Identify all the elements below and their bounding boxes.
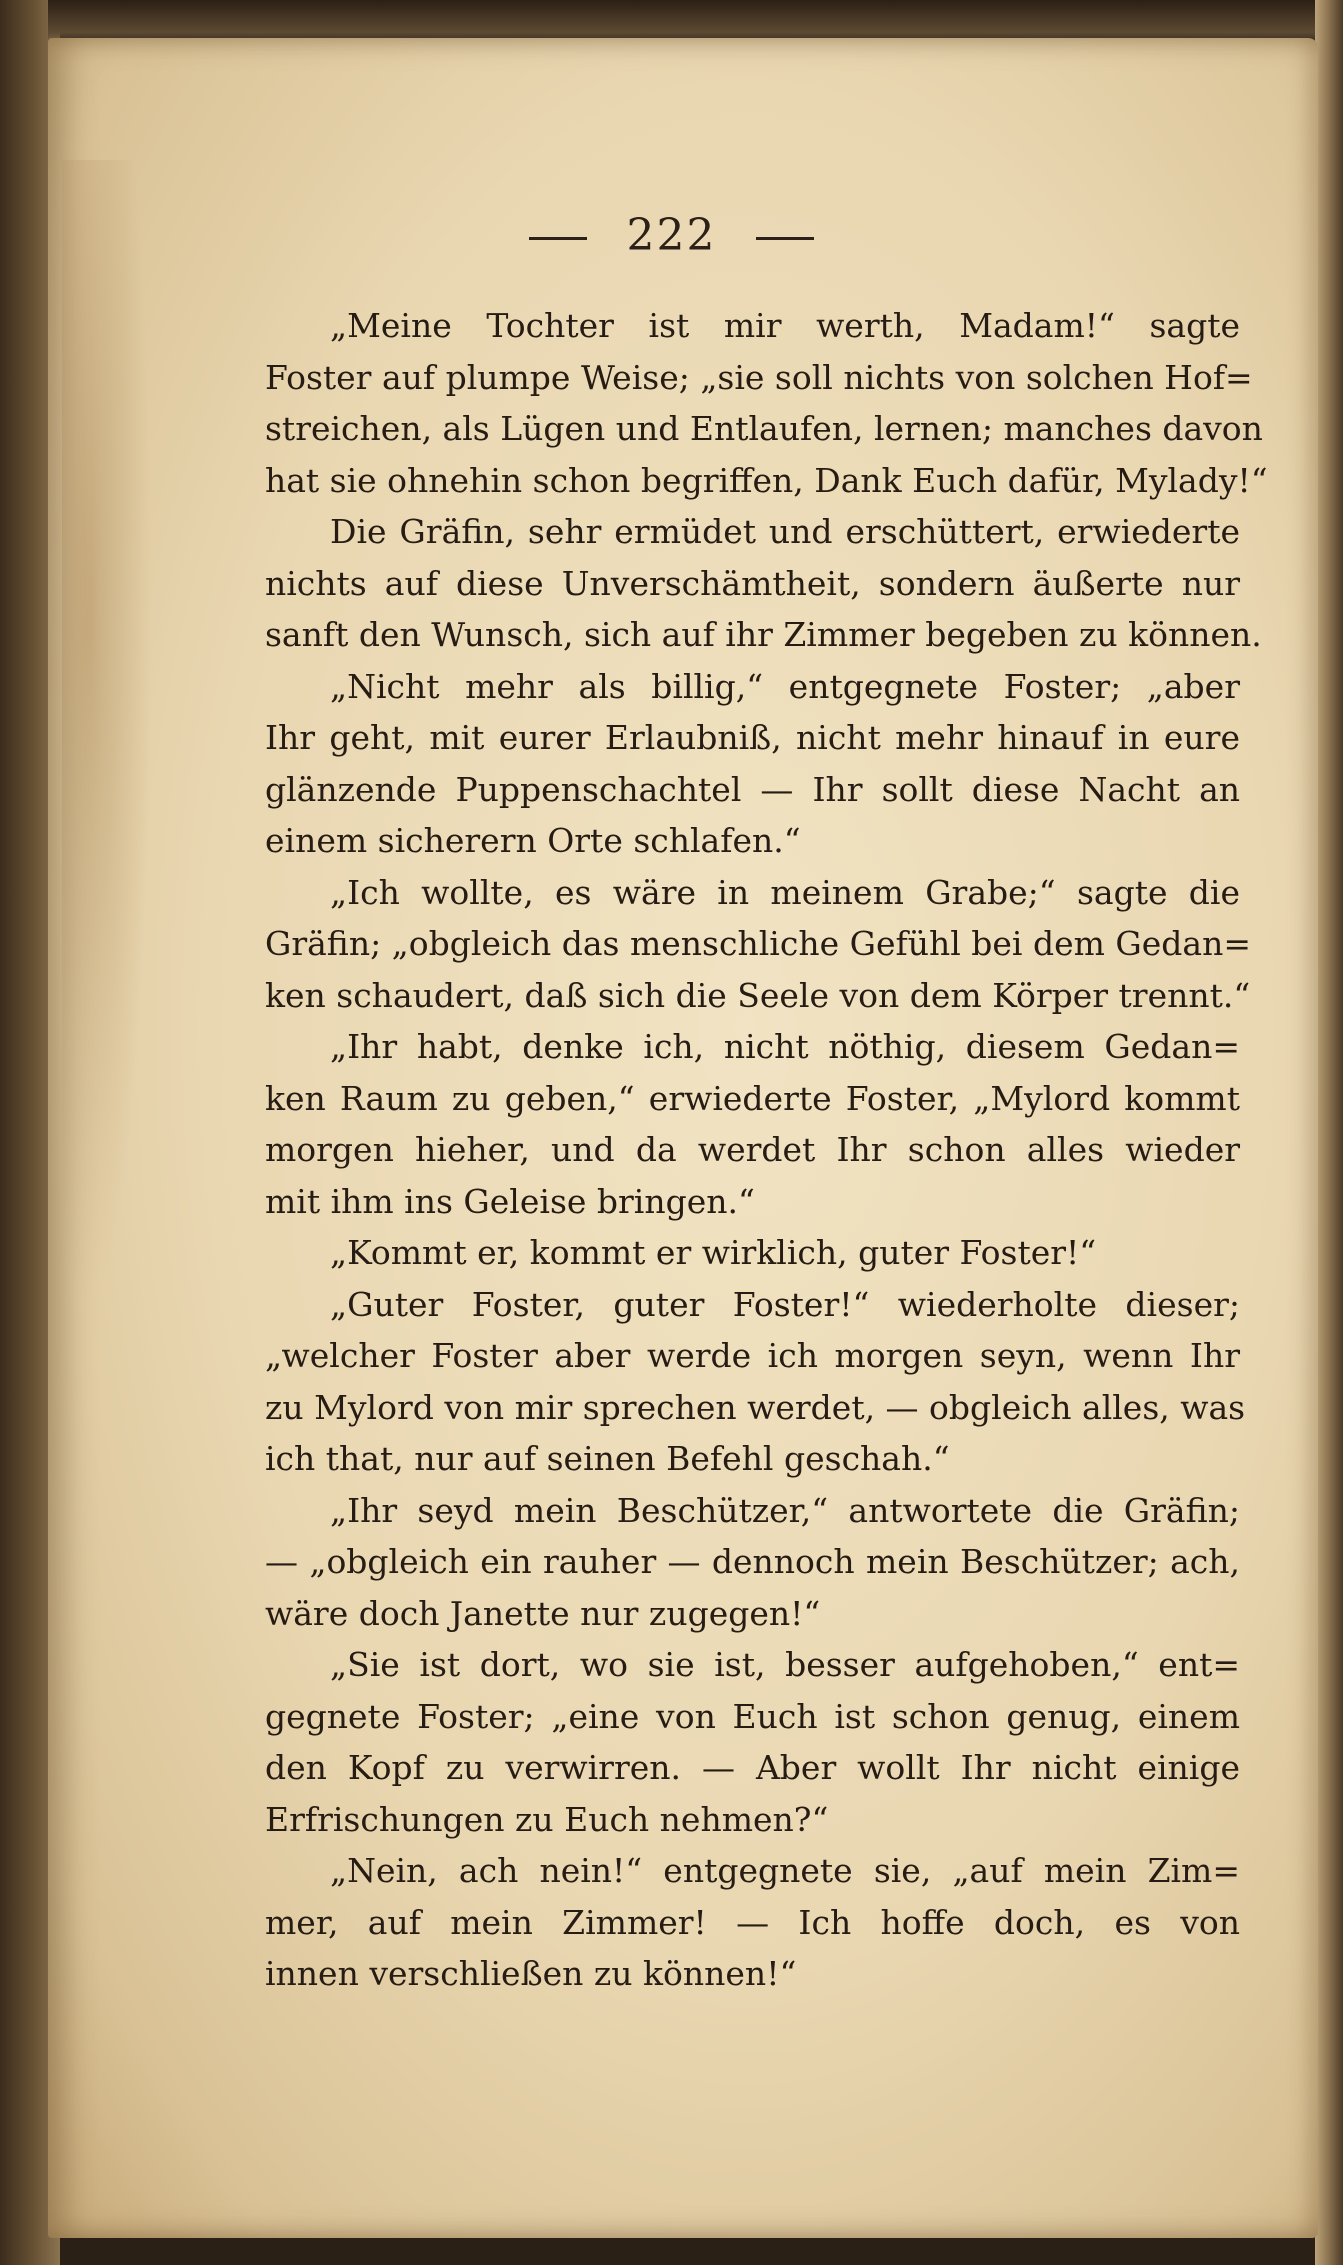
text-line: Erfrischungen zu Euch nehmen?“ (265, 1799, 829, 1839)
paragraph (265, 1485, 1240, 1640)
paragraph (265, 1227, 1240, 1279)
text-line: nichts auf diese Unverschämtheit, sondern äußerte nur (265, 563, 1240, 603)
text-line: — „obgleich ein rauher — dennoch mein Beschützer; ach, (265, 1542, 1240, 1581)
text-line: „Nein, ach nein!“ entgegnete sie, „auf mein Zim= (330, 1851, 1240, 1890)
text-line: sanft den Wunsch, sich auf ihr Zimmer begeben zu können. (265, 615, 1262, 654)
text-line: einem sicherern Orte schlafen.“ (265, 821, 801, 860)
text-line: „Meine Tochter ist mir werth, Madam!“ sagte (330, 306, 1240, 345)
page-number: 222 (626, 210, 717, 261)
text-line: mit ihm ins Geleise bringen.“ (265, 1181, 755, 1221)
text-line: „Ich wollte, es wäre in meinem Grabe;“ sagte die (330, 872, 1240, 912)
text-line: ken schaudert, daß sich die Seele von dem Körper trennt.“ (265, 975, 1251, 1015)
paragraph (265, 1639, 1240, 1845)
text-line: wäre doch Janette nur zugegen!“ (265, 1593, 821, 1633)
text-line: ken Raum zu geben,“ erwiederte Foster, „Mylord kommt (265, 1078, 1240, 1118)
text-line: „Kommt er, kommt er wirklich, guter Foster!“ (330, 1233, 1097, 1272)
paragraph (265, 867, 1251, 1022)
body-text (265, 300, 1268, 2000)
paragraph (265, 1021, 1240, 1227)
paragraph (265, 1279, 1246, 1485)
page-header (0, 210, 1343, 261)
page-right-edge (1315, 0, 1343, 2265)
text-line: „Sie ist dort, wo sie ist, besser aufgehoben,“ ent= (330, 1645, 1240, 1684)
paragraph (265, 300, 1268, 506)
text-line: hat sie ohnehin schon begriffen, Dank Euch dafür, Mylady!“ (265, 460, 1268, 500)
text-line: Foster auf plumpe Weise; „sie soll nichts von solchen Hof= (265, 357, 1253, 397)
text-line: „Ihr habt, denke ich, nicht nöthig, diesem Gedan= (330, 1027, 1240, 1066)
text-line: Ihr geht, mit eurer Erlaubniß, nicht mehr hinauf in eure (265, 718, 1240, 757)
text-line: „welcher Foster aber werde ich morgen seyn, wenn Ihr (265, 1336, 1240, 1375)
paragraph (265, 661, 1240, 867)
text-line: Gräfin; „obgleich das menschliche Gefühl bei dem Gedan= (265, 924, 1251, 963)
text-line: „Nicht mehr als billig,“ entgegnete Foster; „aber (330, 666, 1240, 706)
paragraph (265, 506, 1262, 661)
text-line: innen verschließen zu können!“ (265, 1954, 797, 1993)
text-line: Die Gräfin, sehr ermüdet und erschüttert, erwiederte (330, 512, 1240, 551)
header-dash-right (756, 237, 814, 240)
text-line: glänzende Puppenschachtel — Ihr sollt diese Nacht an (265, 769, 1240, 809)
text-line: den Kopf zu verwirren. — Aber wollt Ihr nicht einige (265, 1748, 1240, 1787)
text-line: zu Mylord von mir sprechen werdet, — obgleich alles, was (265, 1387, 1246, 1427)
paragraph (265, 1845, 1240, 2000)
text-line: streichen, als Lügen und Entlaufen, lernen; manches davon (265, 409, 1263, 448)
text-line: mer, auf mein Zimmer! — Ich hoffe doch, es von (265, 1902, 1240, 1942)
text-line: „Ihr seyd mein Beschützer,“ antwortete die Gräfin; (330, 1490, 1240, 1530)
text-line: ich that, nur auf seinen Befehl geschah.“ (265, 1439, 950, 1478)
text-line: „Guter Foster, guter Foster!“ wiederholte dieser; (330, 1284, 1240, 1324)
header-dash-left (529, 237, 587, 240)
text-line: gegnete Foster; „eine von Euch ist schon genug, einem (265, 1696, 1240, 1736)
text-line: morgen hieher, und da werdet Ihr schon alles wieder (265, 1130, 1240, 1169)
